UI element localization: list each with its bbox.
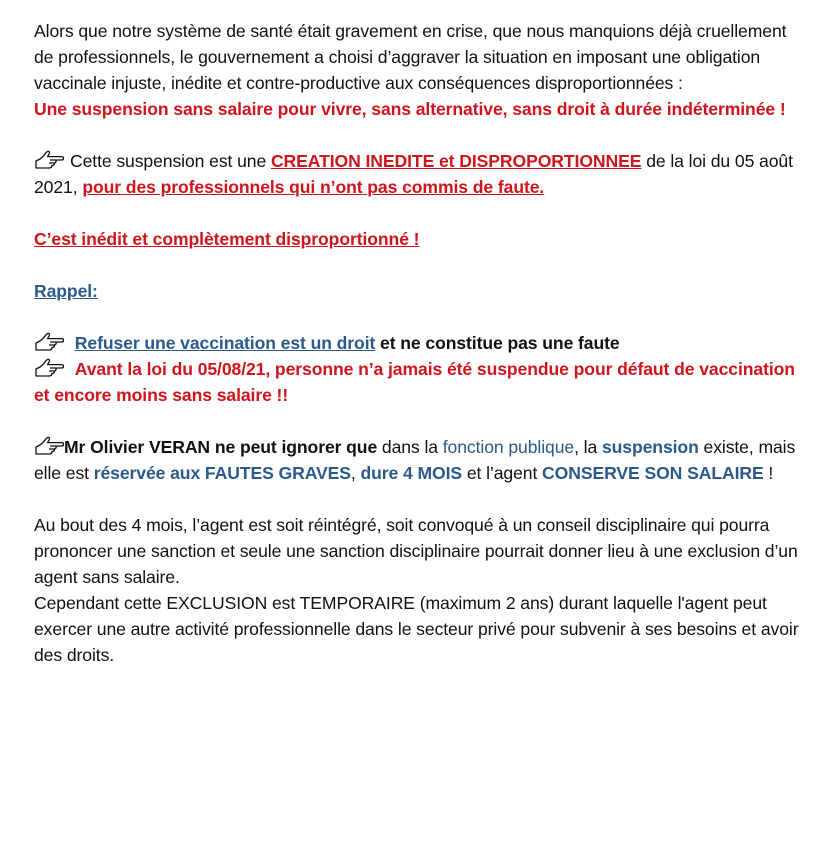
rappel-item2-text: Avant la loi du 05/08/21, personne n’a jamais été suspendue pour défaut de vaccination et encore moins sans salaire !! xyxy=(34,359,795,405)
rappel-title-text: Rappel: xyxy=(34,281,98,301)
veran-paragraph xyxy=(34,434,804,486)
veran-t5: et l’agent xyxy=(462,463,543,483)
intro-emphasis: Une suspension sans salaire pour vivre, sans alternative, sans droit à durée indéterminée ! xyxy=(34,99,786,119)
rappel-item-2 xyxy=(34,356,804,408)
spacer xyxy=(34,304,804,330)
veran-reservee: réservée aux FAUTES GRAVES xyxy=(93,463,351,483)
closing-paragraph-2: Cependant cette EXCLUSION est TEMPORAIRE (maximum 2 ans) durant laquelle l'agent peut exercer une autre activité professionnelle dans le secteur privé pour subvenir à ses besoins et avoir des droits. xyxy=(34,593,799,665)
spacer xyxy=(34,252,804,278)
pointing-hand-icon xyxy=(34,436,64,456)
veran-conserve: CONSERVE SON SALAIRE xyxy=(542,463,764,483)
spacer xyxy=(34,122,804,148)
rappel-title xyxy=(34,278,804,304)
veran-t6: ! xyxy=(763,463,774,483)
rappel-item1-link[interactable]: Refuser une vaccination est un droit xyxy=(74,333,376,353)
pointing-hand-icon xyxy=(34,150,64,170)
veran-intro: Mr Olivier VERAN ne peut ignorer que xyxy=(64,437,378,457)
veran-suspension: suspension xyxy=(601,437,699,457)
point-creation-inedite xyxy=(34,148,804,200)
spacer xyxy=(34,200,804,226)
closing-paragraph-1: Au bout des 4 mois, l’agent est soit réintégré, soit convoqué à un conseil disciplinaire qui pourra prononcer une sanction et seule une sanction disciplinaire pourrait donner lieu à une exclusion d’un agent sans salaire. xyxy=(34,515,798,587)
veran-t3: existe, mais elle est xyxy=(34,437,796,483)
spacer xyxy=(34,408,804,434)
veran-t4: , xyxy=(350,463,361,483)
point1-middle: de la loi du 05 août 2021, xyxy=(34,151,793,197)
pointing-hand-icon xyxy=(34,358,64,378)
intro-paragraph xyxy=(34,18,804,122)
veran-t2: , la xyxy=(574,437,602,457)
statement xyxy=(34,226,804,252)
rappel-item1-rest: et ne constitue pas une faute xyxy=(375,333,620,353)
document-body xyxy=(34,18,804,668)
statement-text: C’est inédit et complètement disproportionné ! xyxy=(34,229,420,249)
point1-highlight2: pour des professionnels qui n’ont pas commis de faute. xyxy=(82,177,545,197)
intro-text: Alors que notre système de santé était gravement en crise, que nous manquions déjà cruellement de professionnels, le gouvernement a choisi d’aggraver la situation en imposant une obligation vaccinale injuste, inédite et contre-productive aux conséquences disproportionnées : xyxy=(34,21,787,93)
rappel-item-1 xyxy=(34,330,804,356)
veran-t1: dans la xyxy=(377,437,443,457)
point1-prefix: Cette suspension est une xyxy=(70,151,271,171)
veran-duree: dure 4 MOIS xyxy=(360,463,463,483)
spacer xyxy=(34,486,804,512)
point1-highlight: CREATION INEDITE et DISPROPORTIONNEE xyxy=(270,151,642,171)
pointing-hand-icon xyxy=(34,332,64,352)
veran-fonction: fonction publique xyxy=(442,437,575,457)
